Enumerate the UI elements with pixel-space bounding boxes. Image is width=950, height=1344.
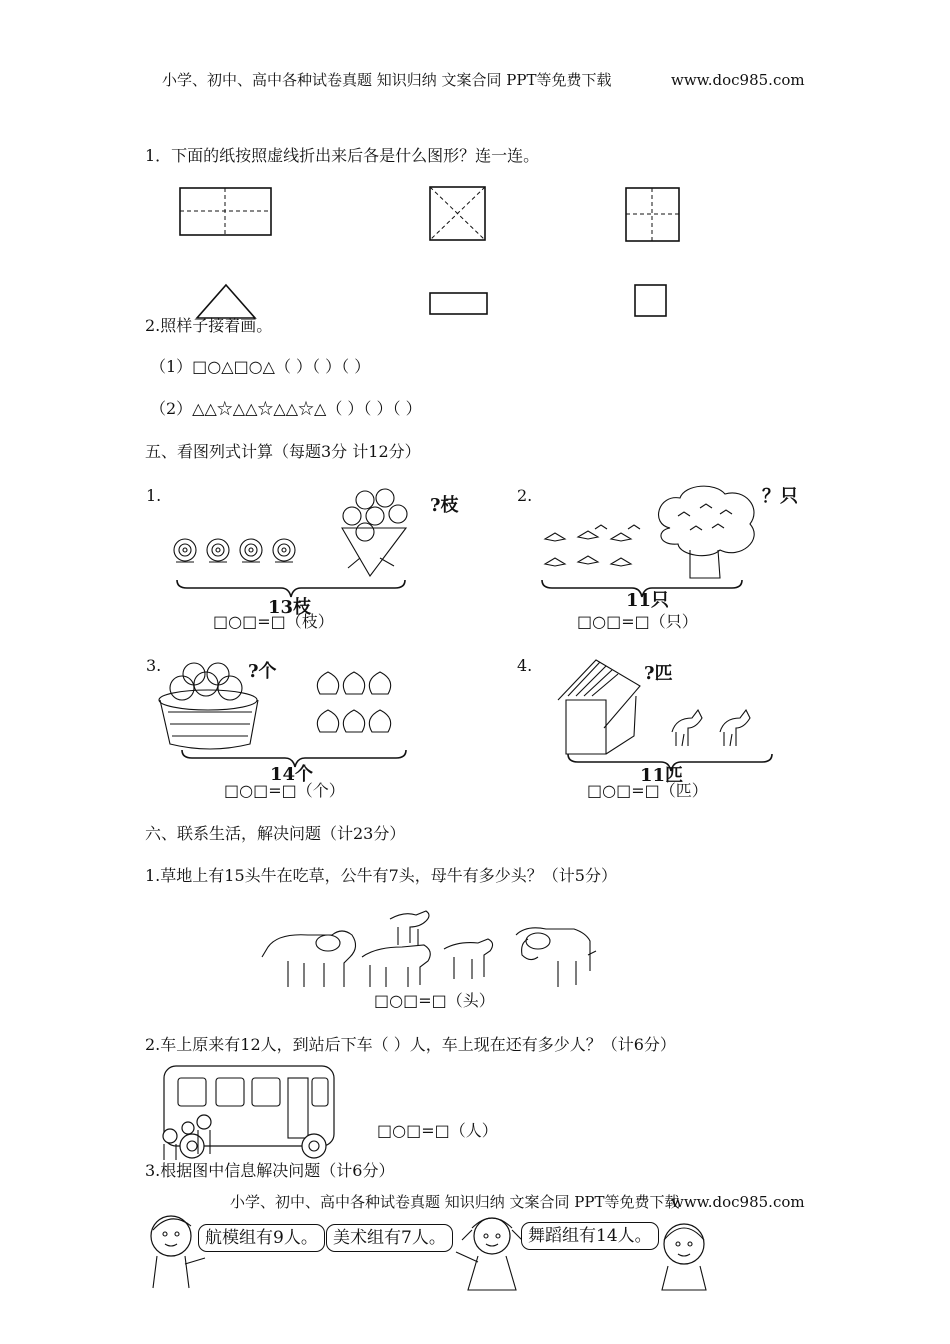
page-header-url: www.doc985.com <box>671 71 805 89</box>
problem-4-number: 4. <box>517 656 533 675</box>
answer-shape-rectangle <box>429 292 489 316</box>
section-5-title: 五、看图列式计算（每题3分 计12分） <box>145 442 421 461</box>
folded-paper-square-cross <box>625 187 681 243</box>
girl-right-illustration <box>654 1218 716 1292</box>
roses-illustration <box>170 488 420 580</box>
question-1-text: 1．下面的纸按照虚线折出来后各是什么图形？连一连。 <box>145 146 540 165</box>
problem-1-formula: □○□=□（枝） <box>213 612 334 631</box>
problem-3-formula: □○□=□（个） <box>224 781 345 800</box>
peach-basket-illustration <box>160 662 410 754</box>
question-2-title: 2.照样子接着画。 <box>145 316 273 335</box>
folded-paper-square-diagonals <box>429 186 487 242</box>
problem-4-total: 11匹 <box>640 765 684 786</box>
girl-middle-illustration <box>448 1212 526 1292</box>
bus-illustration <box>156 1062 342 1162</box>
problem-4-formula: □○□=□（匹） <box>587 781 708 800</box>
section-6-problem-3-text: 3.根据图中信息解决问题（计6分） <box>145 1161 395 1180</box>
answer-shape-triangle <box>195 284 257 320</box>
problem-3-number: 3. <box>146 656 162 675</box>
answer-shape-square <box>634 284 668 318</box>
problem-3-total: 14个 <box>270 764 314 785</box>
problem-1-number: 1. <box>146 486 162 505</box>
cattle-illustration <box>258 905 618 995</box>
problem-2-formula: □○□=□（只） <box>577 612 698 631</box>
folded-paper-rectangle <box>179 187 273 237</box>
problem-2-total: 11只 <box>626 590 670 611</box>
page-header-text: 小学、初中、高中各种试卷真题 知识归纳 文案合同 PPT等免费下载 <box>162 71 612 89</box>
problem-4-question: ?匹 <box>644 663 673 684</box>
speech-bubble-model-aircraft: 航模组有9人。 <box>198 1224 325 1252</box>
boy-left-illustration <box>145 1210 207 1290</box>
problem-3-question: ?个 <box>248 661 277 682</box>
speech-bubble-dance: 舞蹈组有14人。 <box>521 1222 659 1250</box>
birds-and-tree-illustration <box>540 484 760 582</box>
problem-2-question: ？只 <box>762 486 798 507</box>
speech-bubble-art: 美术组有7人。 <box>326 1224 453 1252</box>
page-footer-url: www.doc985.com <box>671 1193 805 1211</box>
problem-1-question: ?枝 <box>430 495 459 516</box>
section-6-problem-2-formula: □○□=□（人） <box>377 1121 498 1140</box>
problem-1-total: 13枝 <box>268 597 312 618</box>
section-6-problem-1-formula: □○□=□（头） <box>374 991 495 1010</box>
question-2-line-1: （1）□○△□○△（ ）（ ）（ ） <box>150 357 371 376</box>
page-footer-text: 小学、初中、高中各种试卷真题 知识归纳 文案合同 PPT等免费下载 <box>230 1193 680 1211</box>
section-6-problem-1-text: 1.草地上有15头牛在吃草，公牛有7头，母牛有多少头？（计5分） <box>145 866 617 885</box>
question-2-line-2: （2）△△☆△△☆△△☆△（ ）（ ）（ ） <box>150 399 422 418</box>
section-6-problem-2-text: 2.车上原来有12人，到站后下车（ ）人，车上现在还有多少人？（计6分） <box>145 1035 676 1054</box>
section-6-title: 六、联系生活，解决问题（计23分） <box>145 824 406 843</box>
problem-2-number: 2. <box>517 486 533 505</box>
